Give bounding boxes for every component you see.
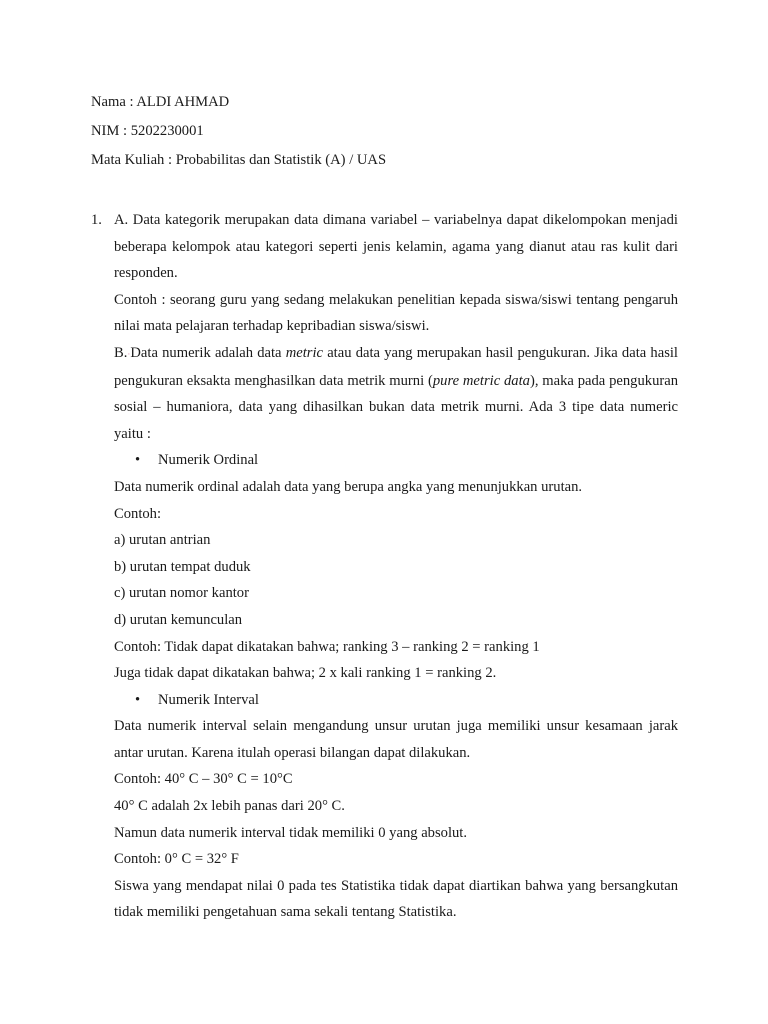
part-b-text xyxy=(114,340,678,447)
ordinal-example-label: Contoh: xyxy=(114,505,162,522)
interval-example: Contoh: 0° C = 32° F xyxy=(114,851,239,868)
ordinal-note: Contoh: Tidak dapat dikatakan bahwa; ranking 3 – ranking 2 = ranking 1 xyxy=(114,638,540,655)
student-header xyxy=(91,92,691,179)
ordinal-item: b) urutan tempat duduk xyxy=(114,558,251,575)
student-name: Nama : ALDI AHMAD xyxy=(91,94,230,110)
course-title: Mata Kuliah : Probabilitas dan Statistik (A) / UAS xyxy=(91,152,387,168)
part-a-example: Contoh : seorang guru yang sedang melakukan penelitian kepada siswa/siswi tentang pengaruh nilai mata pelajaran terhadap kepribadian siswa/siswi. xyxy=(114,291,678,335)
ordinal-title: Numerik Ordinal xyxy=(158,452,259,469)
part-b-label: B. xyxy=(114,344,128,361)
bullet-icon: • xyxy=(135,691,141,708)
part-b-text-2: atau data yang merupakan hasil pengukuran. Jika data hasil pengukuran eksakta menghasilkan data metrik murni ( xyxy=(114,344,678,389)
interval-example: 40° C adalah 2x lebih panas dari 20° C. xyxy=(114,798,345,815)
ordinal-note: Juga tidak dapat dikatakan bahwa; 2 x kali ranking 1 = ranking 2. xyxy=(114,665,497,682)
part-a-text: A. Data kategorik merupakan data dimana variabel – variabelnya dapat dikelompokan menjadi beberapa kelompok atau kategori seperti jenis kelamin, agama yang dianut atau ras kulit dari responden. xyxy=(114,212,678,282)
interval-title: Numerik Interval xyxy=(158,691,259,708)
answer-body xyxy=(91,207,678,926)
interval-note: Namun data numerik interval tidak memiliki 0 yang absolut. xyxy=(114,824,468,841)
part-b-text-3: ), maka pada pengukuran sosial – humaniora, data yang dihasilkan bukan data metrik murni. Ada 3 tipe data numeric yaitu : xyxy=(114,372,679,442)
ordinal-item: a) urutan antrian xyxy=(114,532,211,549)
question-number: 1. xyxy=(91,212,102,228)
interval-closing: Siswa yang mendapat nilai 0 pada tes Statistika tidak dapat diartikan bahwa yang bersangkutan tidak memiliki pengetahuan sama sekali tentang Statistika. xyxy=(114,877,678,921)
ordinal-item: c) urutan nomor kantor xyxy=(114,585,249,602)
ordinal-description: Data numerik ordinal adalah data yang berupa angka yang menunjukkan urutan. xyxy=(114,478,583,495)
ordinal-heading xyxy=(135,447,678,474)
bullet-icon: • xyxy=(135,452,141,469)
comment-mark: · xyxy=(127,348,131,359)
question-1 xyxy=(91,207,678,926)
interval-heading xyxy=(135,687,678,714)
part-b-pure-metric: pure metric data xyxy=(432,372,530,389)
interval-description: Data numerik interval selain mengandung unsur urutan juga memiliki unsur kesamaan jarak antar urutan. Karena itulah operasi bilangan dapat dilakukan. xyxy=(114,718,678,761)
ordinal-item: d) urutan kemunculan xyxy=(114,611,243,628)
part-b-text-1: Data numerik adalah data xyxy=(130,344,286,361)
interval-example: Contoh: 40° C – 30° C = 10°C xyxy=(114,771,293,788)
part-b-metric: metric xyxy=(285,344,324,361)
student-nim: NIM : 5202230001 xyxy=(91,123,204,139)
